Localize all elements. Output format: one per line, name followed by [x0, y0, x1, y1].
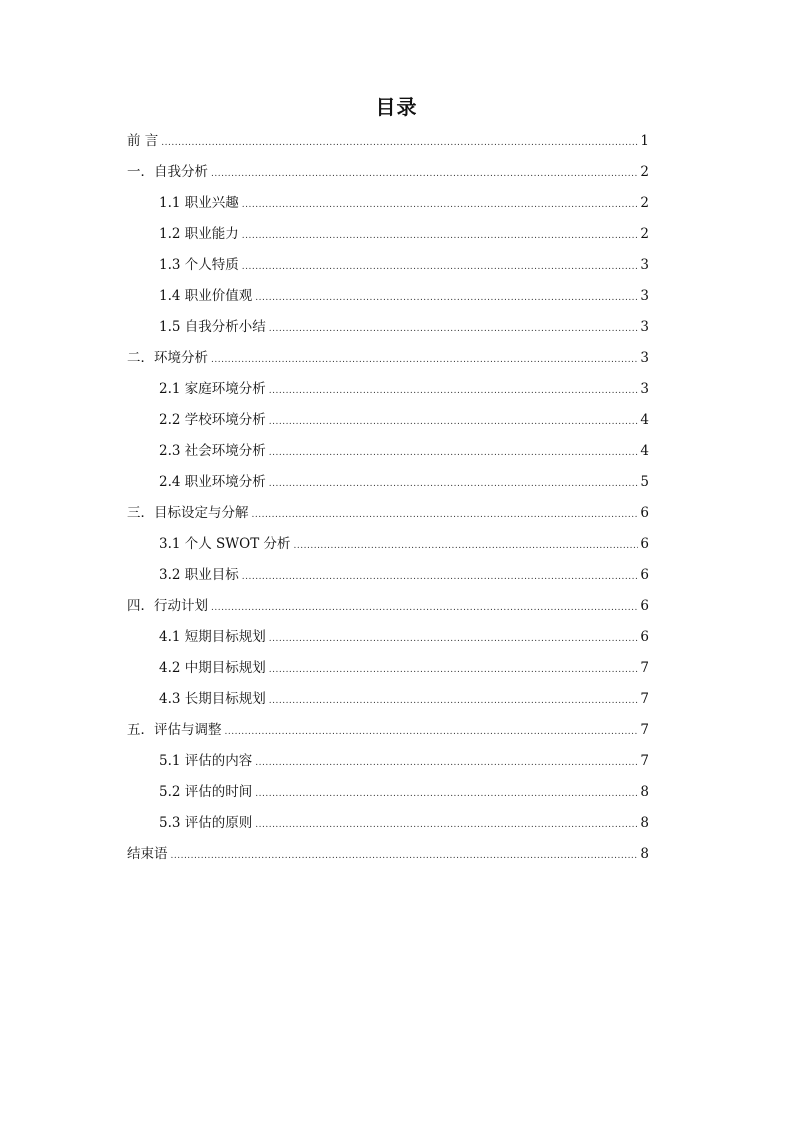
- toc-entry-label: 3.1 个人 SWOT 分析: [159, 536, 291, 552]
- toc-entry[interactable]: [127, 498, 649, 529]
- toc-entry[interactable]: [127, 839, 649, 870]
- toc-dot-leader: [255, 810, 638, 841]
- toc-entry[interactable]: [127, 405, 649, 436]
- toc-dot-leader: [255, 283, 638, 314]
- toc-dot-leader: [225, 717, 639, 748]
- toc-dot-leader: [211, 593, 638, 624]
- toc-entry[interactable]: [127, 591, 649, 622]
- toc-entry-label: 1.2 职业能力: [159, 226, 239, 242]
- toc-entry-label: 5.2 评估的时间: [159, 784, 253, 800]
- toc-entry-label: 2.2 学校环境分析: [159, 412, 266, 428]
- toc-entry[interactable]: [127, 653, 649, 684]
- toc-title: 目录: [375, 95, 418, 119]
- toc-entry[interactable]: [127, 529, 649, 560]
- toc-entry-label: 2.1 家庭环境分析: [159, 381, 266, 397]
- toc-entry[interactable]: [127, 560, 649, 591]
- toc-entry[interactable]: [127, 467, 649, 498]
- toc-entry-page-number: 7: [640, 753, 649, 769]
- toc-list: [127, 126, 649, 870]
- toc-dot-leader: [269, 407, 639, 438]
- toc-entry-page-number: 5: [640, 474, 649, 490]
- toc-entry[interactable]: [127, 684, 649, 715]
- toc-entry-page-number: 2: [640, 226, 649, 242]
- toc-entry-label: 4.2 中期目标规划: [159, 660, 266, 676]
- toc-dot-leader: [255, 779, 638, 810]
- toc-entry-page-number: 4: [640, 412, 649, 428]
- toc-entry[interactable]: [127, 746, 649, 777]
- toc-entry[interactable]: [127, 157, 649, 188]
- toc-dot-leader: [269, 655, 639, 686]
- toc-entry[interactable]: [127, 343, 649, 374]
- toc-entry-label: 一．自我分析: [127, 164, 208, 180]
- toc-dot-leader: [269, 376, 639, 407]
- toc-entry-label: 3.2 职业目标: [159, 567, 239, 583]
- toc-entry-page-number: 6: [640, 505, 649, 521]
- toc-entry-label: 三．目标设定与分解: [127, 505, 249, 521]
- toc-dot-leader: [242, 190, 639, 221]
- toc-dot-leader: [161, 128, 638, 159]
- toc-entry[interactable]: [127, 777, 649, 808]
- toc-dot-leader: [269, 314, 639, 345]
- toc-entry-page-number: 3: [640, 381, 649, 397]
- toc-entry-label: 四．行动计划: [127, 598, 208, 614]
- toc-entry-label: 五．评估与调整: [127, 722, 222, 738]
- toc-entry-page-number: 3: [640, 319, 649, 335]
- toc-dot-leader: [269, 438, 639, 469]
- toc-entry-page-number: 1: [640, 133, 649, 149]
- toc-dot-leader: [211, 345, 638, 376]
- toc-entry-page-number: 8: [640, 784, 649, 800]
- toc-dot-leader: [171, 841, 639, 872]
- toc-entry[interactable]: [127, 126, 649, 157]
- toc-dot-leader: [242, 221, 639, 252]
- toc-entry[interactable]: [127, 281, 649, 312]
- toc-entry[interactable]: [127, 188, 649, 219]
- toc-entry-label: 二．环境分析: [127, 350, 208, 366]
- toc-entry-label: 结束语: [127, 846, 168, 862]
- toc-dot-leader: [269, 624, 639, 655]
- toc-entry-page-number: 7: [640, 691, 649, 707]
- toc-dot-leader: [294, 531, 639, 562]
- toc-entry[interactable]: [127, 374, 649, 405]
- toc-entry-page-number: 2: [640, 195, 649, 211]
- toc-entry-label: 5.3 评估的原则: [159, 815, 253, 831]
- toc-entry[interactable]: [127, 312, 649, 343]
- toc-entry[interactable]: [127, 622, 649, 653]
- toc-entry-page-number: 6: [640, 536, 649, 552]
- toc-entry-page-number: 6: [640, 567, 649, 583]
- toc-entry[interactable]: [127, 219, 649, 250]
- toc-entry-label: 1.1 职业兴趣: [159, 195, 239, 211]
- toc-entry-label: 1.4 职业价值观: [159, 288, 253, 304]
- toc-entry-label: 4.1 短期目标规划: [159, 629, 266, 645]
- toc-entry-page-number: 3: [640, 288, 649, 304]
- toc-dot-leader: [255, 748, 638, 779]
- toc-entry-page-number: 2: [640, 164, 649, 180]
- toc-entry-page-number: 3: [640, 350, 649, 366]
- toc-entry-page-number: 6: [640, 598, 649, 614]
- toc-entry-label: 2.4 职业环境分析: [159, 474, 266, 490]
- toc-entry-page-number: 8: [640, 846, 649, 862]
- toc-dot-leader: [269, 469, 639, 500]
- toc-dot-leader: [269, 686, 639, 717]
- toc-entry[interactable]: [127, 250, 649, 281]
- toc-entry-page-number: 4: [640, 443, 649, 459]
- toc-entry-label: 前 言: [127, 133, 159, 149]
- toc-entry-page-number: 8: [640, 815, 649, 831]
- toc-dot-leader: [252, 500, 639, 531]
- toc-entry[interactable]: [127, 808, 649, 839]
- toc-dot-leader: [242, 562, 639, 593]
- toc-entry-label: 1.3 个人特质: [159, 257, 239, 273]
- toc-entry-label: 4.3 长期目标规划: [159, 691, 266, 707]
- toc-dot-leader: [242, 252, 639, 283]
- toc-entry[interactable]: [127, 436, 649, 467]
- toc-entry-page-number: 7: [640, 660, 649, 676]
- toc-dot-leader: [211, 159, 638, 190]
- toc-entry-label: 1.5 自我分析小结: [159, 319, 266, 335]
- toc-entry-label: 2.3 社会环境分析: [159, 443, 266, 459]
- toc-entry[interactable]: [127, 715, 649, 746]
- toc-entry-page-number: 6: [640, 629, 649, 645]
- toc-entry-page-number: 7: [640, 722, 649, 738]
- toc-entry-page-number: 3: [640, 257, 649, 273]
- toc-entry-label: 5.1 评估的内容: [159, 753, 253, 769]
